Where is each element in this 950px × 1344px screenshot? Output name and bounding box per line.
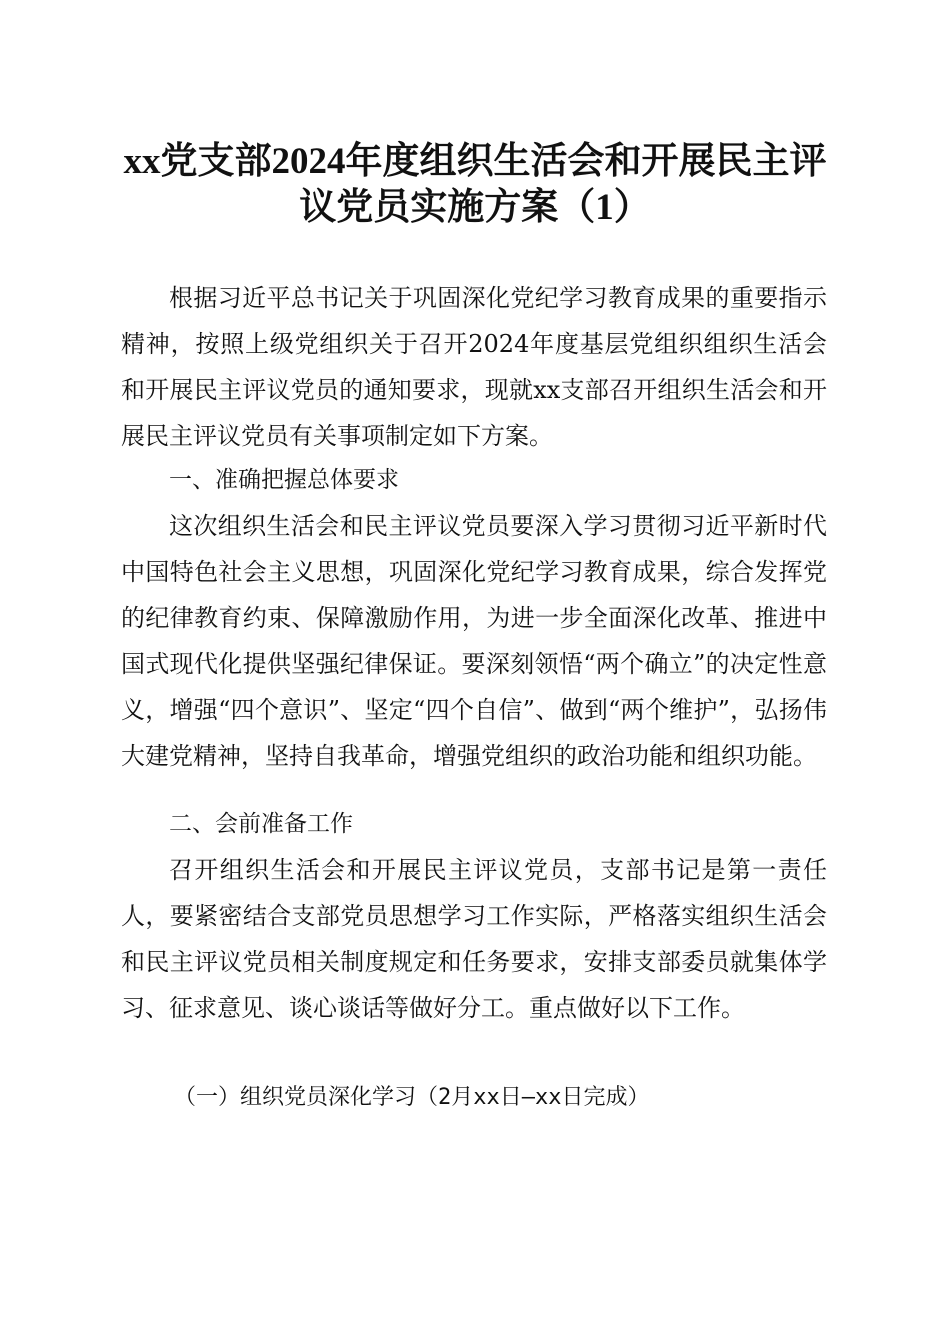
document-title-line-2: 议党员实施方案（1） <box>299 187 651 228</box>
section-2-heading: 二、会前准备工作 <box>169 811 353 837</box>
section-2-paragraph: 召开组织生活会和开展民主评议党员，支部书记是第一责任人，要紧密结合支部党员思想学习工作实际，严格落实组织生活会和民主评议党员相关制度规定和任务要求，安排支部委员就集体学习、征求意见、谈心谈话等做好分工。重点做好以下工作。 <box>121 856 827 1022</box>
intro-paragraph: 根据习近平总书记关于巩固深化党纪学习教育成果的重要指示精神，按照上级党组织关于召开2024年度基层党组织组织生活会和开展民主评议党员的通知要求，现就xx支部召开组织生活会和开展民主评议党员有关事项制定如下方案。 <box>121 284 827 450</box>
document-title-line-1: xx党支部2024年度组织生活会和开展民主评 <box>123 141 827 182</box>
subsection-1-heading: （一）组织党员深化学习（2月xx日—xx日完成） <box>174 1085 650 1110</box>
section-1-paragraph: 这次组织生活会和民主评议党员要深入学习贯彻习近平新时代中国特色社会主义思想，巩固深化党纪学习教育成果，综合发挥党的纪律教育约束、保障激励作用，为进一步全面深化改革、推进中国式现代化提供坚强纪律保证。要深刻领悟“两个确立”的决定性意义，增强“四个意识”、坚定“四个自信”、做到“两个维护”，弘扬伟大建党精神，坚持自我革命，增强党组织的政治功能和组织功能。 <box>121 512 827 770</box>
section-1-heading: 一、准确把握总体要求 <box>169 467 399 493</box>
